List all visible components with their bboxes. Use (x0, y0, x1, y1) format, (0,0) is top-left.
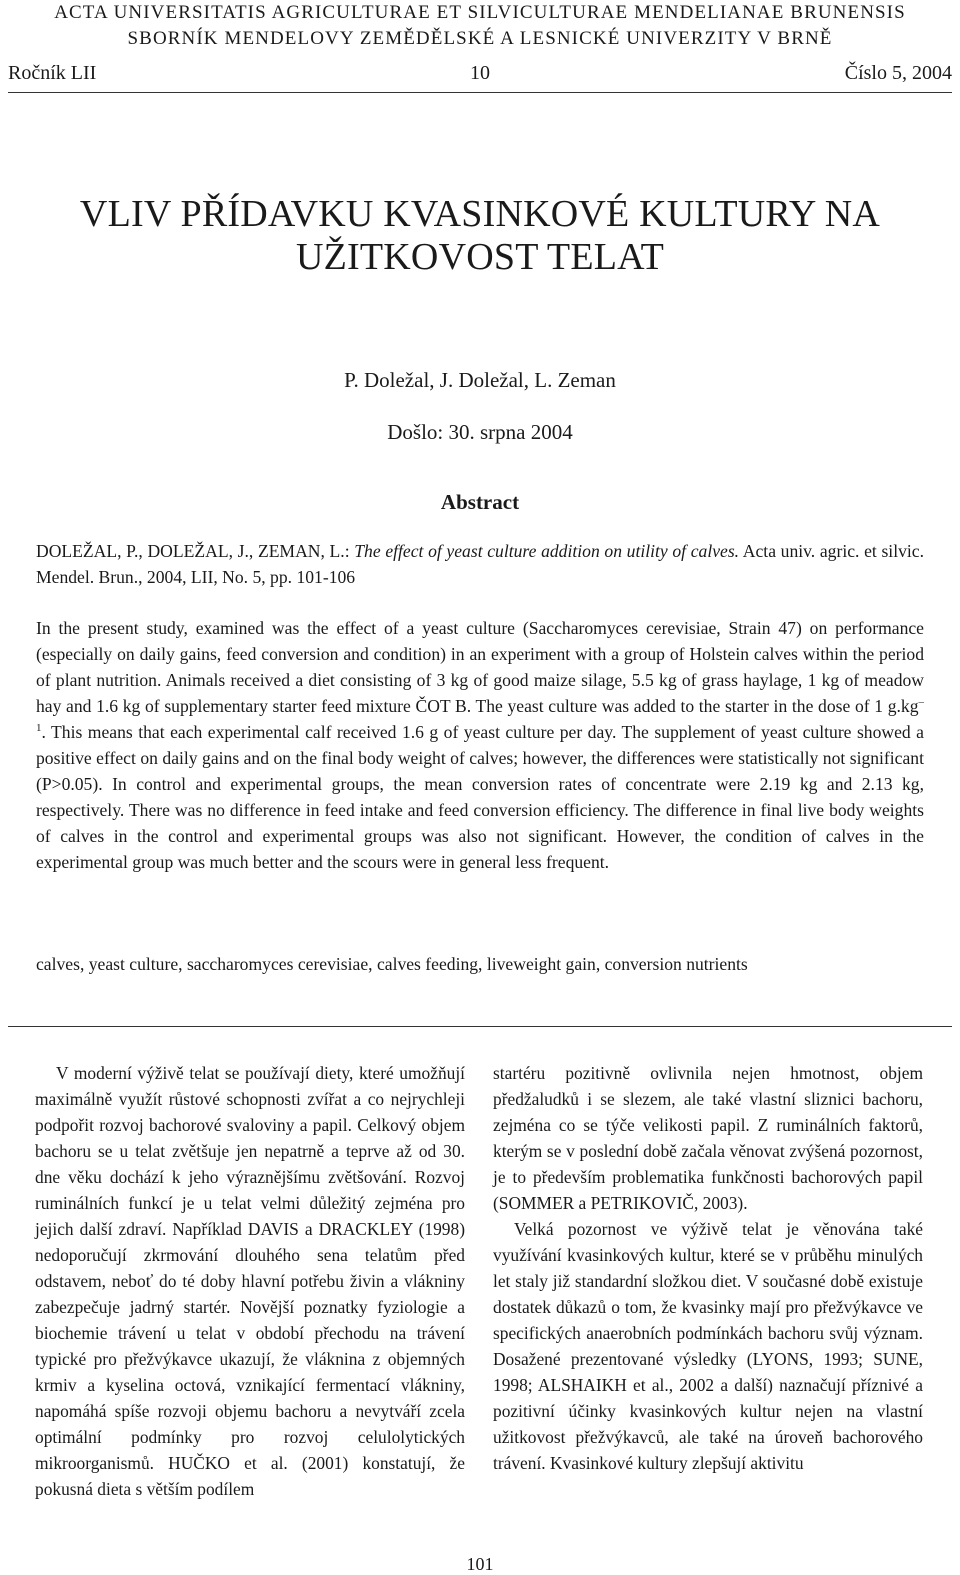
keywords: calves, yeast culture, saccharomyces cerevisiae, calves feeding, liveweight gain, conversion nutrients (36, 954, 748, 974)
abstract-heading: Abstract (440, 490, 520, 514)
abstract-text-part-1: In the present study, examined was the effect of a yeast culture (Saccharomyces cerevisiae, Strain 47) on performance (especially on daily gains, feed conversion and condition) in an experiment with a group of Holstein calves within the period of plant nutrition. Animals received a diet consisting of 3 kg of good maize silage, 5.5 kg of grass haylage, 1 kg of meadow hay and 1.6 kg of supplementary starter feed mixture ČOT B. The yeast culture was added to the starter in the dose of 1 g.kg (36, 618, 924, 716)
body-paragraph: V moderní výživě telat se používají diety, které umožňují maximálně využít růstové schopnosti zvířat a co nejrychleji podpořit rozvoj bachorové svaloviny a papil. Celkový objem bachoru se u telat zvětšuje jen nepatrně a teprve až od 30. dne věku dochází k jeho výraznějšímu zvětšování. Rozvoj ruminálních funkcí je u telat velmi důležitý zejména pro jejich další zdraví. Například DAVIS a DRACKLEY (1998) nedoporučují zkrmování dlouhého sena telatům před odstavem, neboť do té doby hlavní potřebu živin a vlákniny zabezpečuje jadrný startér. Novější poznatky fyziologie a biochemie trávení u telat v období přechodu na trávení typické pro přežvýkavce ukazují, že vláknina z objemných krmiv a kyselina octová, vznikající fermentací vlákniny, napomáhá spíše rozvoji objemu bachoru a nevytváří zcela optimální podmínky pro rozvoj celulolytických mikroorganismů. HUČKO et al. (2001) konstatují, že pokusná dieta s větším podílem (35, 1063, 465, 1499)
article-title-line-1: VLIV PŘÍDAVKU KVASINKOVÉ KULTURY NA (79, 193, 881, 235)
article-authors: P. Doležal, J. Doležal, L. Zeman (344, 368, 616, 392)
received-date: Došlo: 30. srpna 2004 (387, 420, 573, 444)
body-column-left (35, 1060, 465, 1502)
abstract-superscript: –1 (36, 696, 924, 735)
abstract-text-part-2: . This means that each experimental calf received 1.6 g of yeast culture per day. The supplement of yeast culture showed a positive effect on daily gains and on the final body weight of calves; however, the differences were statistically not significant (P>0.05). In control and experimental groups, the mean conversion rates of concentrate were 2.19 kg and 2.13 kg, respectively. There was no difference in feed intake and feed conversion efficiency. The difference in final live body weights of calves in the control and experimental groups was also not significant. However, the condition of calves in the experimental group was much better and the scours were in general less frequent. (36, 722, 924, 872)
header-divider (8, 92, 952, 93)
citation-authors: DOLEŽAL, P., DOLEŽAL, J., ZEMAN, L.: (36, 541, 350, 561)
volume-label: Ročník LII (8, 62, 97, 84)
journal-title-czech: SBORNÍK MENDELOVY ZEMĚDĚLSKÉ A LESNICKÉ UNIVERZITY V BRNĚ (127, 28, 833, 49)
citation-title: The effect of yeast culture addition on utility of calves. (354, 541, 740, 561)
abstract-text (36, 615, 924, 875)
abstract-citation (36, 538, 924, 590)
page-number: 101 (466, 1554, 494, 1574)
body-paragraph: startéru pozitivně ovlivnila nejen hmotnost, objem předžaludků i se slezem, ale také vlastní sliznici bachoru, zejména co se týče velikosti papil. Z ruminálních faktorů, kterým se v poslední době začala věnovat zvýšená pozornost, je to především problematika funkčnosti bachorových papil (SOMMER a PETRIKOVIČ, 2003). (493, 1063, 923, 1213)
issue-info-row (8, 59, 952, 87)
body-column-right (493, 1060, 923, 1476)
journal-title-latin: ACTA UNIVERSITATIS AGRICULTURAE ET SILVICULTURAE MENDELIANAE BRUNENSIS (54, 2, 906, 23)
body-divider (8, 1026, 952, 1027)
issue-label: Číslo 5, 2004 (844, 62, 952, 84)
article-title-line-2: UŽITKOVOST TELAT (295, 236, 665, 278)
citation-source: Acta univ. agric. et silvic. Mendel. Brun., 2004, LII, No. 5, pp. 101-106 (36, 541, 924, 587)
body-paragraph: Velká pozornost ve výživě telat je věnována také využívání kvasinkových kultur, které se v průběhu minulých let staly již standardní složkou diet. V současné době existuje dostatek důkazů o tom, že kvasinky mají pro přežvýkavce ve specifických anaerobních podmínkách bachoru svůj význam. Dosažené prezentované výsledky (LYONS, 1993; SUNE, 1998; ALSHAIKH et al., 2002 a další) naznačují příznivé a pozitivní účinky kvasinkových kultur nejen na vlastní užitkovost přežvýkavců, ale také na úroveň bachorového trávení. Kvasinkové kultury zlepšují aktivitu (493, 1219, 923, 1473)
issue-sequence-number: 10 (470, 62, 490, 84)
